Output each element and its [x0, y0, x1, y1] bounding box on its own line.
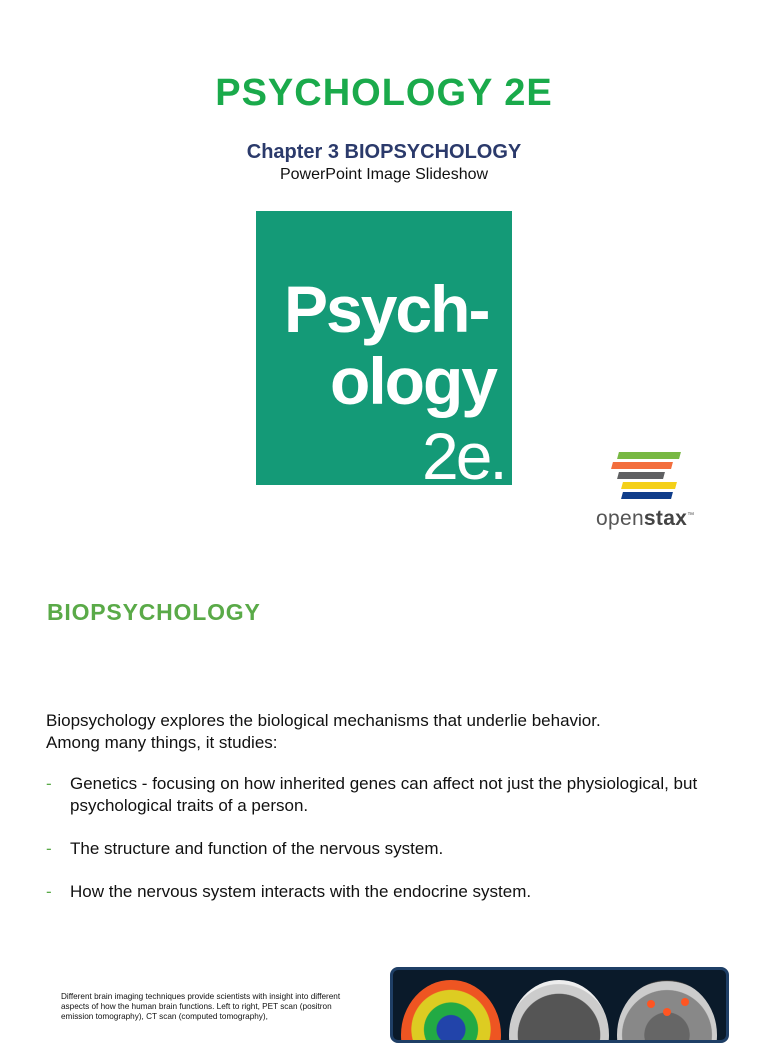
biopsychology-slide: [0, 560, 768, 1024]
slideshow-subtitle: PowerPoint Image Slideshow: [279, 166, 489, 183]
bullet-dash: -: [46, 882, 52, 901]
openstax-logo: [594, 449, 714, 535]
chapter-title: Chapter 3 BIOPSYCHOLOGY: [246, 141, 522, 163]
slide-heading: BIOPSYCHOLOGY: [47, 599, 261, 625]
logo-wordmark: openstax™: [596, 507, 695, 530]
cover-edition: 2e.: [422, 419, 505, 485]
brain-scan-image: [390, 967, 729, 1043]
fmri-scan-image: [617, 980, 717, 1043]
cover-text-line2: ology: [330, 344, 496, 418]
logo-stripe-gray: [617, 472, 665, 479]
logo-stripe-orange: [611, 462, 673, 469]
activation-spot: [681, 998, 689, 1006]
logo-stripe-yellow: [621, 482, 677, 489]
list-item: - How the nervous system interacts with the endocrine system.: [46, 882, 532, 901]
logo-stripe-green: [617, 452, 681, 459]
topic-list: [46, 773, 726, 924]
list-item: - The structure and function of the nervous system.: [46, 839, 444, 858]
intro-text: [46, 710, 726, 754]
book-cover-image: [256, 211, 512, 485]
pet-scan-image: [401, 980, 501, 1043]
ct-scan-image: [509, 980, 609, 1043]
book-title: PSYCHOLOGY 2E: [215, 72, 553, 114]
bullet-dash: -: [46, 839, 52, 858]
cover-text-line1: Psych-: [284, 272, 489, 346]
activation-spot: [663, 1008, 671, 1016]
intro-line-2: Among many things, it studies:: [46, 733, 278, 752]
logo-stripe-blue: [621, 492, 673, 499]
bullet-dash: -: [46, 774, 52, 793]
list-item: - Genetics - focusing on how inherited genes can affect not just the physiological, but psychological traits of a person.: [46, 774, 698, 815]
intro-line-1: Biopsychology explores the biological mechanisms that underlie behavior.: [46, 711, 601, 730]
activation-spot: [647, 1000, 655, 1008]
image-caption: Different brain imaging techniques provide scientists with insight into different aspects of how the human brain functions. Left to right, PET scan (positron emission tomography), CT scan (computed tomography),: [61, 992, 341, 1021]
